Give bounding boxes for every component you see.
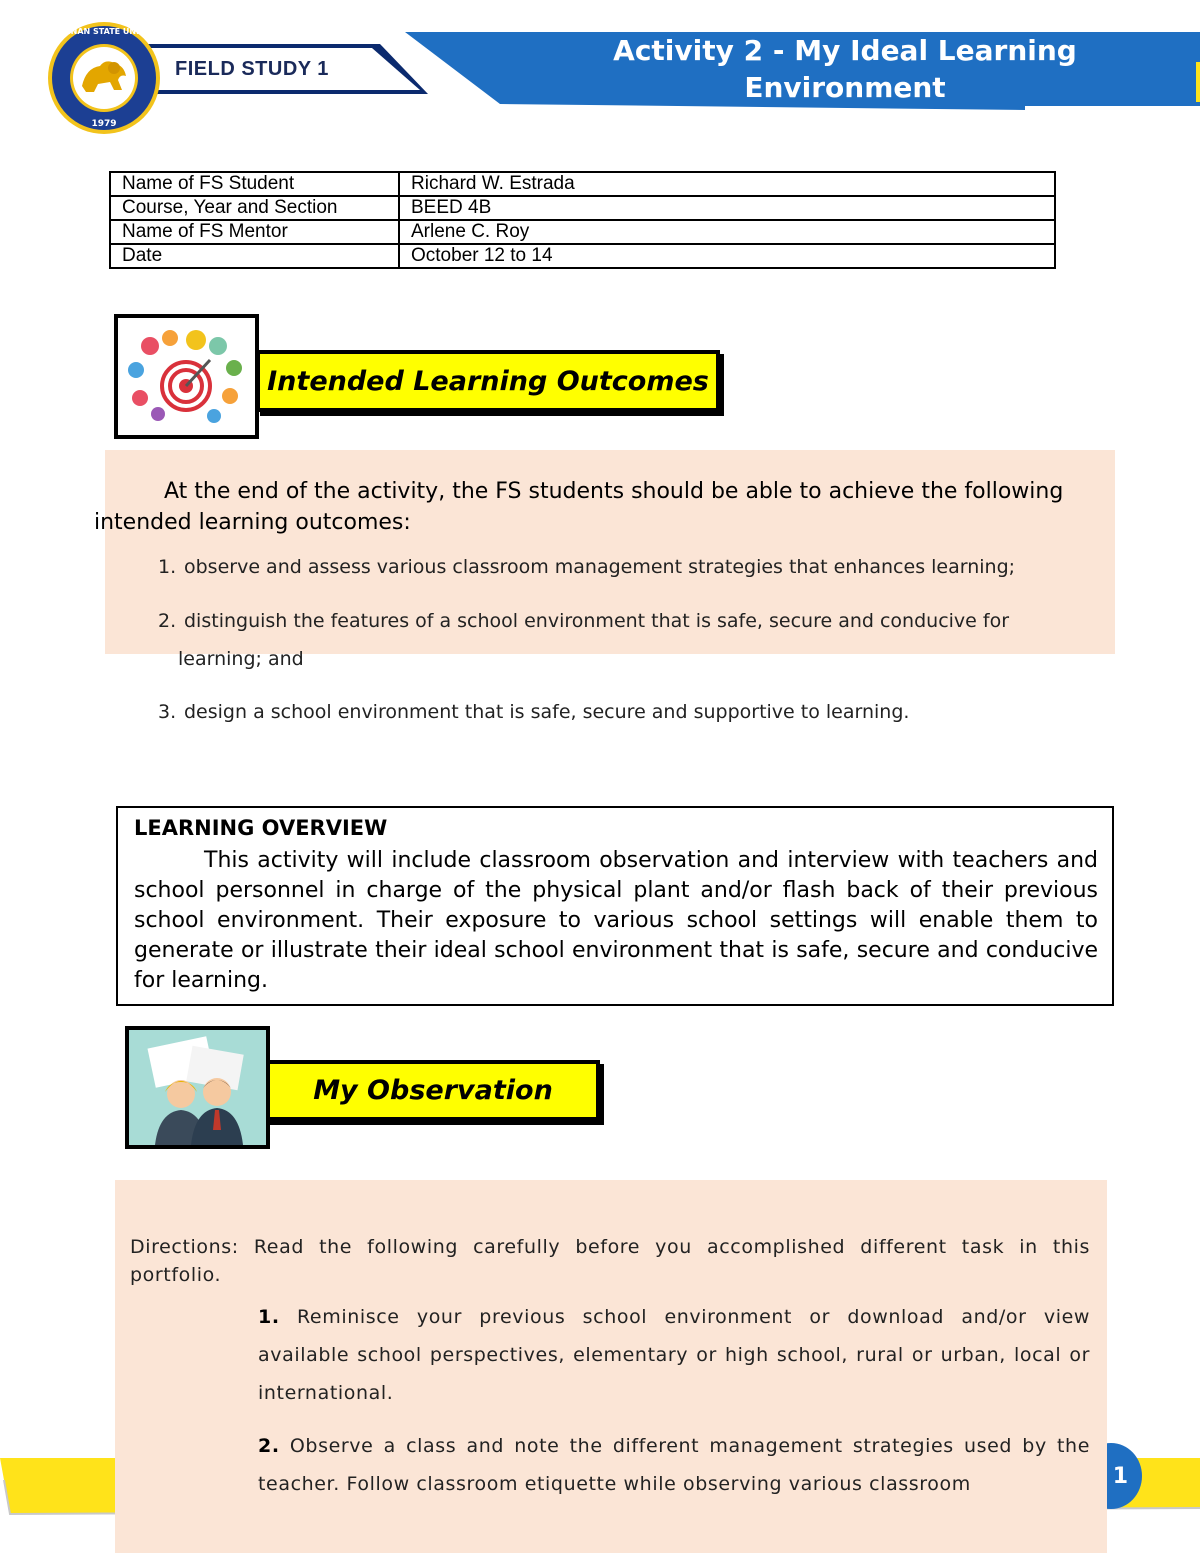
info-label-mentor: Name of FS Mentor xyxy=(110,220,399,244)
observation-directions: Directions: Read the following carefully before you accomplished different task in this portfolio. xyxy=(130,1236,1090,1286)
table-row xyxy=(110,172,1055,196)
ilo-intro-line2: intended learning outcomes: xyxy=(94,510,411,535)
observation-item-text: Reminisce your previous school environment or download and/or view available school perspectives, elementary or high school, rural or urban, local or international. xyxy=(258,1306,1090,1404)
overview-title: LEARNING OVERVIEW xyxy=(134,816,388,840)
info-label-date: Date xyxy=(110,244,399,268)
list-item xyxy=(158,610,1009,632)
page-number: 1 xyxy=(1112,1463,1128,1489)
table-row xyxy=(110,244,1055,268)
table-row xyxy=(110,196,1055,220)
target-icon xyxy=(118,318,255,435)
info-label-course: Course, Year and Section xyxy=(110,196,399,220)
ilo-item-number: 2. xyxy=(158,610,177,632)
activity-title xyxy=(560,32,1130,106)
observation-item-text: Observe a class and note the different management strategies used by the teacher. Follow classroom etiquette while observing various classroom xyxy=(258,1435,1090,1495)
ilo-item-text: design a school environment that is safe, secure and supportive to learning. xyxy=(184,701,910,723)
student-info-table xyxy=(109,171,1056,269)
overview-text: This activity will include classroom observation and interview with teachers and school personnel in charge of the physical plant and/or flash back of their previous school environment. Their exposure to various school settings will enable them to generate or illustrate their ideal school environment that is safe, secure and conducive for learning. xyxy=(134,848,1098,993)
ilo-item-text: observe and assess various classroom management strategies that enhances learning; xyxy=(184,556,1016,578)
info-value-date: October 12 to 14 xyxy=(399,244,1055,268)
ilo-item-text: distinguish the features of a school environment that is safe, secure and conducive for xyxy=(184,610,1010,632)
list-item xyxy=(158,701,909,723)
ilo-heading-banner xyxy=(256,350,720,412)
svg-text:1979: 1979 xyxy=(91,119,117,129)
ilo-intro xyxy=(94,476,1154,538)
observation-heading: My Observation xyxy=(313,1075,553,1106)
observation-item-number: 1. xyxy=(258,1306,280,1328)
learning-overview-box xyxy=(116,806,1114,1006)
ilo-item-number: 1. xyxy=(158,556,177,578)
svg-text:PANGASINAN STATE UNIVERSITY: PANGASINAN STATE UNIVERSITY xyxy=(31,27,177,36)
ilo-item-number: 3. xyxy=(158,701,177,723)
info-label-student: Name of FS Student xyxy=(110,172,399,196)
learning-outcomes-illustration xyxy=(114,314,259,439)
activity-title-line2: Environment xyxy=(744,71,946,104)
ilo-intro-line1: At the end of the activity, the FS students should be able to achieve the following xyxy=(164,479,1064,504)
list-item xyxy=(158,556,1015,578)
list-item xyxy=(258,1427,1090,1503)
observation-illustration xyxy=(125,1026,270,1149)
observation-heading-banner xyxy=(266,1060,600,1121)
ilo-heading: Intended Learning Outcomes xyxy=(267,365,709,397)
table-row xyxy=(110,220,1055,244)
activity-title-line1: Activity 2 - My Ideal Learning xyxy=(613,34,1077,67)
list-item xyxy=(258,1298,1090,1412)
info-value-student: Richard W. Estrada xyxy=(399,172,1055,196)
observation-item-number: 2. xyxy=(258,1435,280,1457)
info-value-mentor: Arlene C. Roy xyxy=(399,220,1055,244)
people-icon xyxy=(129,1030,266,1145)
university-seal-logo xyxy=(31,20,177,136)
course-label: FIELD STUDY 1 xyxy=(175,58,329,80)
ilo-item-continuation: learning; and xyxy=(178,648,304,670)
info-value-course: BEED 4B xyxy=(399,196,1055,220)
